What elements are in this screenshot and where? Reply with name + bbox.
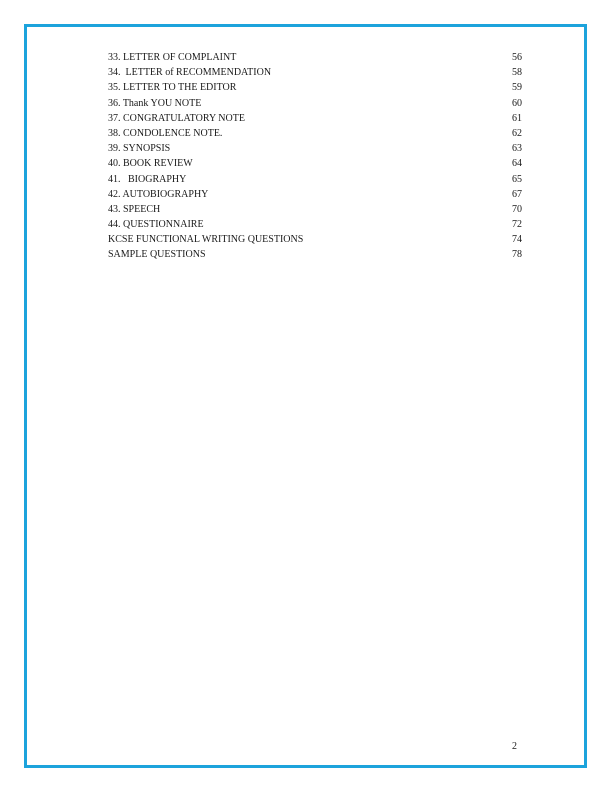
toc-entry-thank-you-note[interactable] <box>108 96 522 111</box>
toc-entry-page: 64 <box>512 158 522 170</box>
toc-entry-label: 37. CONGRATULATORY NOTE <box>108 112 245 124</box>
toc-entry-page: 56 <box>512 52 522 63</box>
toc-entry-synopsis[interactable] <box>108 141 522 156</box>
toc-entry-label: 36. Thank YOU NOTE <box>108 97 202 109</box>
toc-entry-kcse-functional-writing-questions[interactable] <box>108 232 522 247</box>
toc-entry-letter-of-complaint[interactable] <box>108 50 522 65</box>
toc-entry-label: 38. CONDOLENCE NOTE. <box>108 127 223 139</box>
toc-entry-page: 78 <box>512 249 522 261</box>
toc-entry-sample-questions[interactable] <box>108 247 522 262</box>
toc-entry-page: 63 <box>512 143 522 155</box>
toc-entry-condolence-note[interactable] <box>108 126 522 141</box>
toc-entry-book-review[interactable] <box>108 156 522 171</box>
toc-entry-label: 42. AUTOBIOGRAPHY <box>108 188 209 200</box>
toc-entry-page: 62 <box>512 127 522 139</box>
toc-entry-label: 33. LETTER OF COMPLAINT <box>108 52 237 63</box>
toc-entry-biography[interactable] <box>108 172 522 187</box>
toc-entry-page: 58 <box>512 67 522 79</box>
toc-entry-label: SAMPLE QUESTIONS <box>108 249 206 261</box>
toc-entry-page: 61 <box>512 112 522 124</box>
toc-entry-page: 70 <box>512 203 522 215</box>
toc-entry-letter-of-recommendation[interactable] <box>108 65 522 80</box>
page-number: 2 <box>512 741 517 752</box>
table-of-contents <box>108 50 522 263</box>
toc-entry-page: 67 <box>512 188 522 200</box>
toc-entry-questionnaire[interactable] <box>108 217 522 232</box>
toc-entry-label: 35. LETTER TO THE EDITOR <box>108 82 237 94</box>
toc-entry-page: 60 <box>512 97 522 109</box>
toc-entry-label: 34. LETTER of RECOMMENDATION <box>108 67 272 79</box>
toc-entry-label: 44. QUESTIONNAIRE <box>108 219 204 231</box>
toc-entry-page: 59 <box>512 82 522 94</box>
toc-entry-page: 72 <box>512 219 522 231</box>
toc-entry-speech[interactable] <box>108 202 522 217</box>
toc-entry-label: 39. SYNOPSIS <box>108 143 171 155</box>
toc-entry-label: KCSE FUNCTIONAL WRITING QUESTIONS <box>108 234 304 246</box>
toc-entry-label: 40. BOOK REVIEW <box>108 158 193 170</box>
toc-entry-congratulatory-note[interactable] <box>108 111 522 126</box>
toc-entry-letter-to-the-editor[interactable] <box>108 80 522 95</box>
toc-entry-page: 74 <box>512 234 522 246</box>
toc-entry-autobiography[interactable] <box>108 187 522 202</box>
toc-entry-label: 43. SPEECH <box>108 203 161 215</box>
toc-entry-page: 65 <box>512 173 522 185</box>
toc-entry-label: 41. BIOGRAPHY <box>108 173 187 185</box>
